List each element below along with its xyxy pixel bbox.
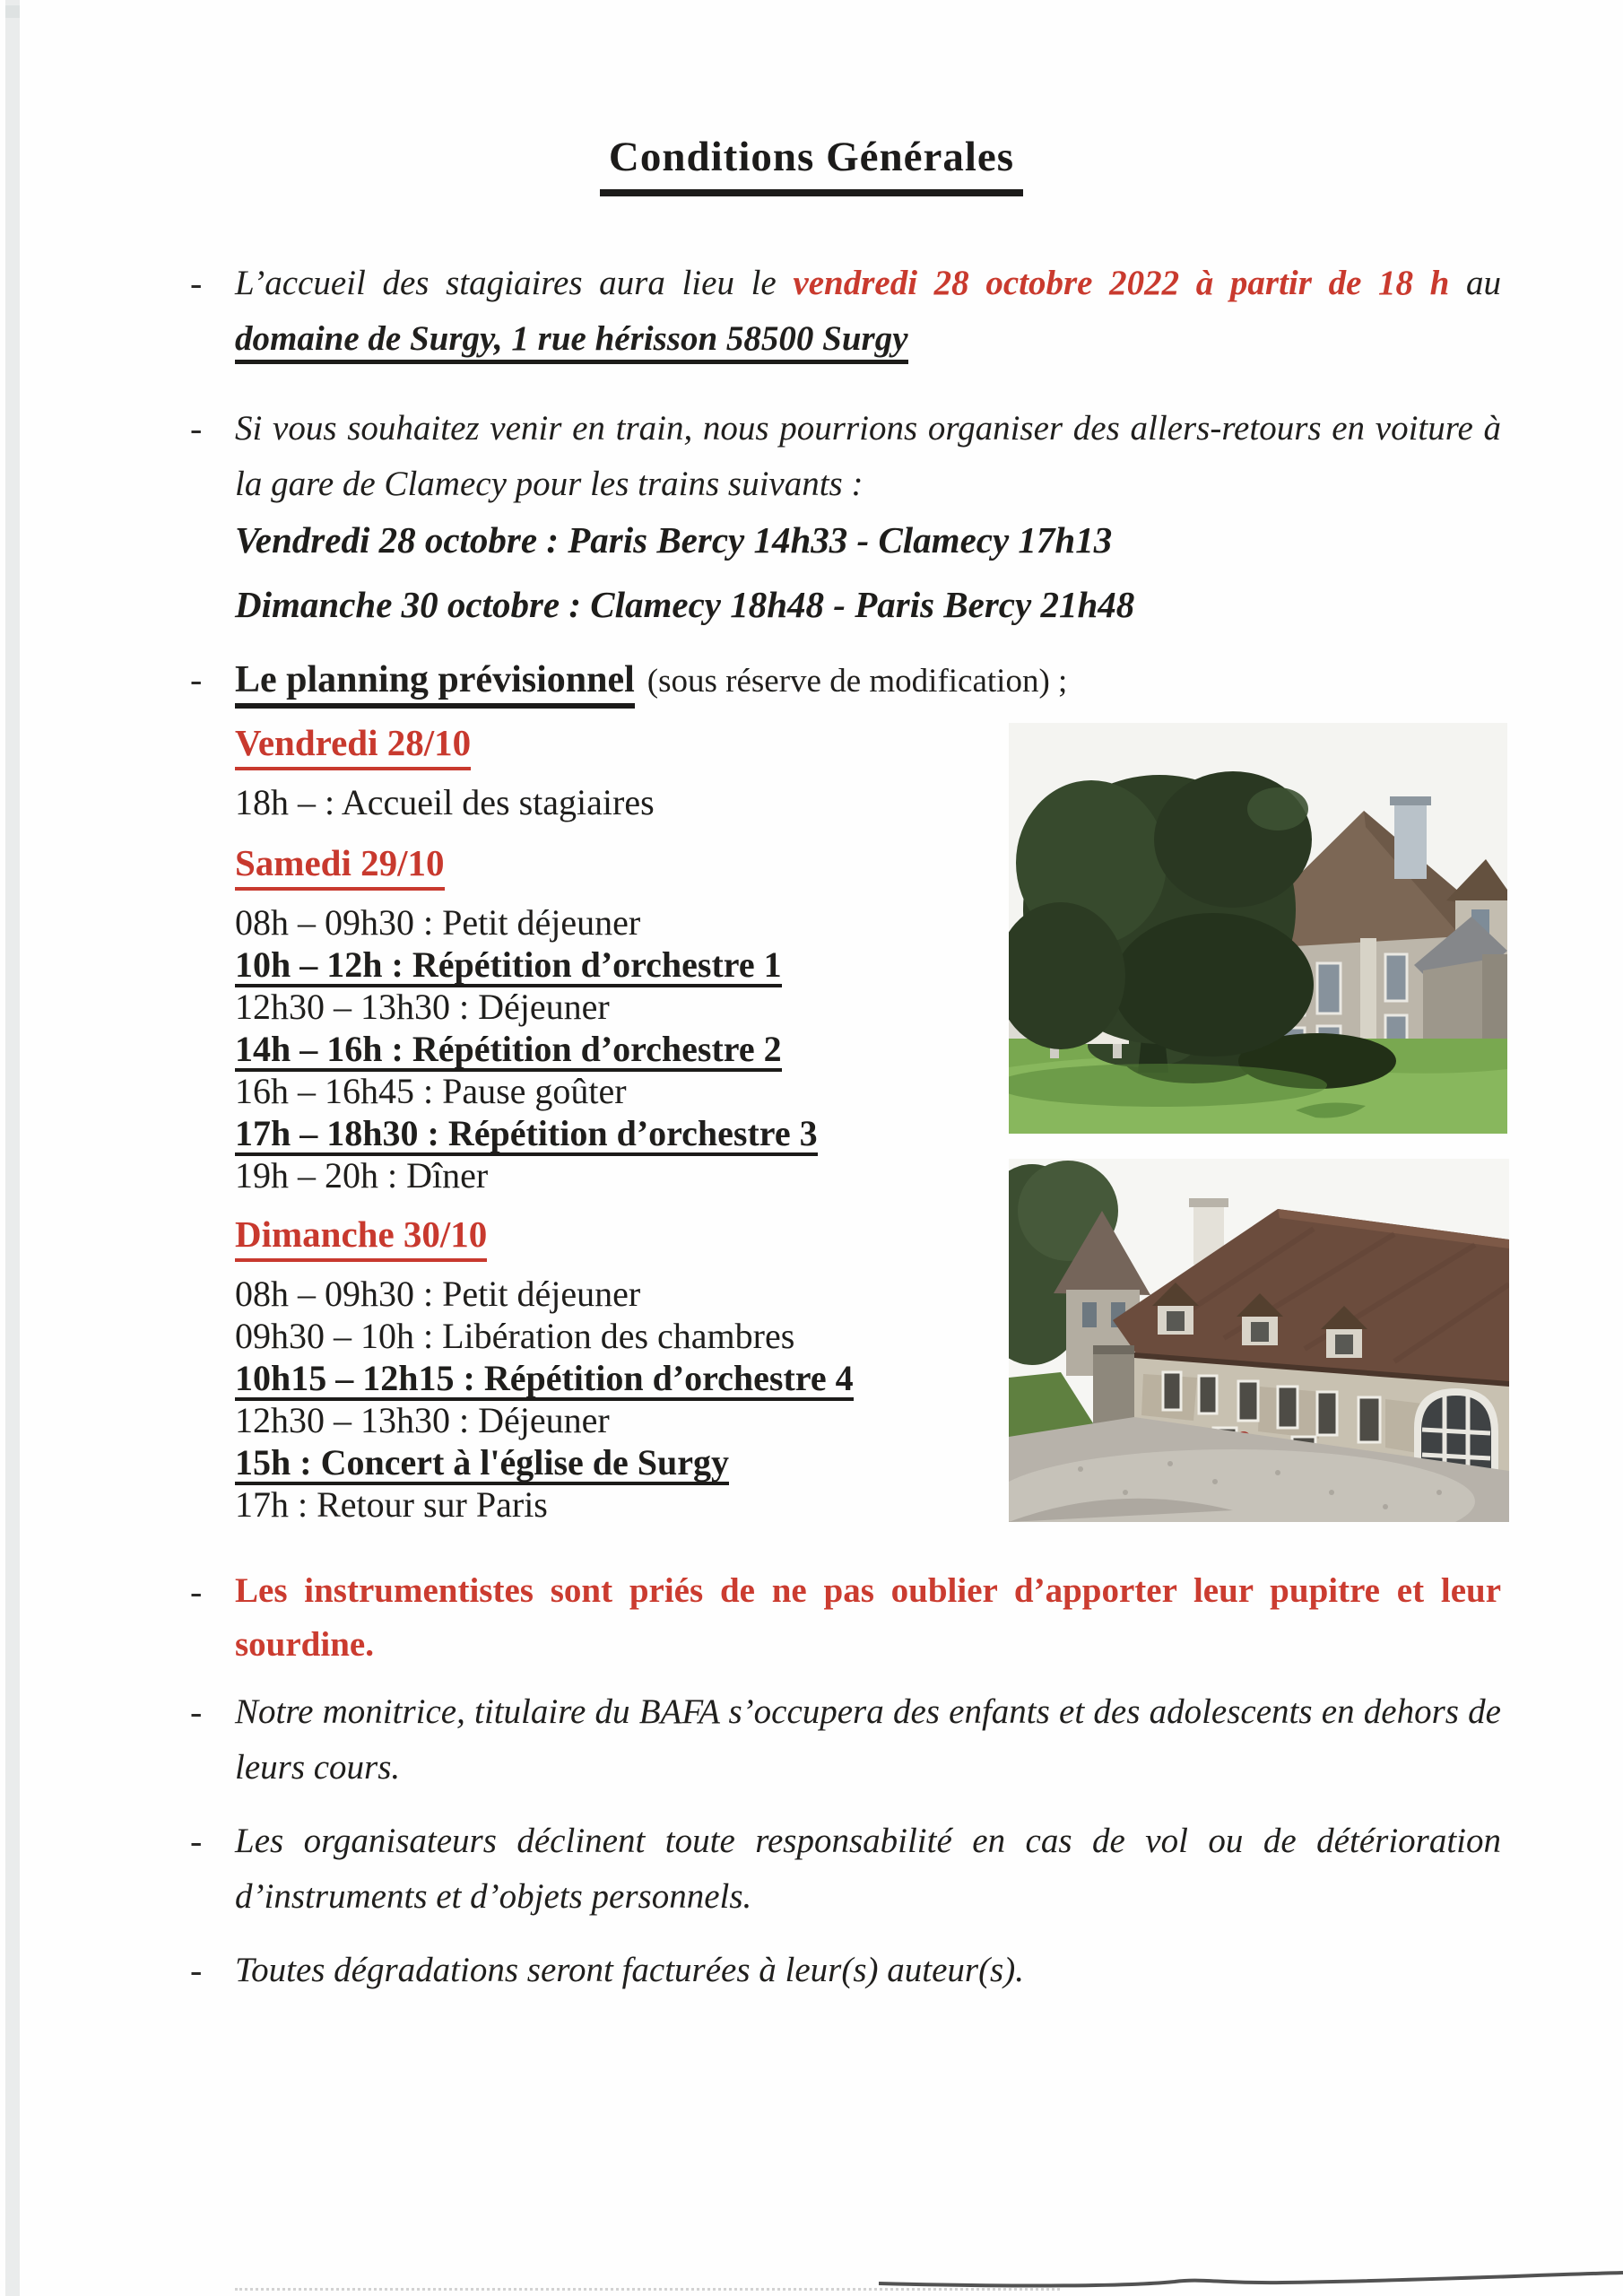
bullet-planning	[190, 652, 1501, 709]
note-instruments-text: Les instrumentistes sont priés de ne pas oublier d’apporter leur pupitre et leur sourdine.	[235, 1571, 1501, 1664]
schedule-item: 12h30 – 13h30 : Déjeuner	[235, 987, 610, 1027]
train-schedule-sunday: Dimanche 30 octobre : Clamecy 18h48 - Paris Bercy 21h48	[235, 584, 1135, 625]
scan-edge-corner	[5, 5, 20, 18]
bullet-dash: -	[190, 1950, 203, 1990]
bullet-dash: -	[190, 263, 203, 303]
planning-day-saturday	[235, 841, 1006, 1196]
bullet-dash: -	[190, 659, 203, 700]
schedule-item-rehearsal: 17h – 18h30 : Répétition d’orchestre 3	[235, 1112, 1006, 1154]
planning-heading	[235, 652, 1501, 709]
note-monitor-text: Notre monitrice, titulaire du BAFA s’occupera des enfants et des adolescents en dehors de leurs cours.	[235, 1692, 1501, 1787]
schedule-item: 08h – 09h30 : Petit déjeuner	[235, 902, 641, 943]
photo-manor-house	[1009, 723, 1507, 1134]
schedule-item: 17h : Retour sur Paris	[235, 1484, 548, 1525]
bullet-dash: -	[190, 1571, 203, 1612]
note-liability-text: Les organisateurs déclinent toute responsabilité en cas de vol ou de détérioration d’instruments et d’objets personnels.	[235, 1822, 1501, 1916]
page-title-text: Conditions Générales	[600, 133, 1023, 196]
note-monitor	[190, 1684, 1501, 1796]
schedule-item-rehearsal: 10h – 12h : Répétition d’orchestre 1	[235, 944, 1006, 986]
bullet-dash: -	[190, 1692, 203, 1732]
scan-edge-strip	[5, 0, 20, 2296]
photo-courtyard-building	[1009, 1159, 1509, 1522]
schedule-item: 18h – : Accueil des stagiaires	[235, 782, 655, 822]
day-title: Vendredi 28/10	[235, 721, 471, 770]
page-title	[0, 133, 1623, 196]
schedule-item-concert: 15h : Concert à l'église de Surgy	[235, 1441, 1006, 1483]
schedule-item: 12h30 – 13h30 : Déjeuner	[235, 1400, 610, 1440]
arrival-text-mid: au	[1449, 264, 1502, 302]
note-damages	[190, 1943, 1501, 1998]
planning-day-sunday	[235, 1213, 1006, 1526]
planning-heading-underlined: Le planning prévisionnel	[235, 659, 635, 709]
bullet-dash: -	[190, 408, 203, 448]
bullet-train	[190, 401, 1501, 512]
arrival-text-lead: L’accueil des stagiaires aura lieu le	[235, 264, 794, 302]
photo-manor-house-illustration	[1009, 723, 1507, 1134]
scan-smudge-line	[235, 2288, 1060, 2291]
day-title: Samedi 29/10	[235, 841, 445, 891]
schedule-item-rehearsal: 14h – 16h : Répétition d’orchestre 2	[235, 1028, 1006, 1070]
note-instruments	[190, 1564, 1501, 1672]
schedule-item: 16h – 16h45 : Pause goûter	[235, 1071, 627, 1111]
planning-heading-note: (sous réserve de modification) ;	[647, 663, 1068, 700]
arrival-date-red: vendredi 28 octobre 2022 à partir de 18 h	[793, 264, 1450, 302]
note-liability	[190, 1813, 1501, 1925]
schedule-item-rehearsal: 10h15 – 12h15 : Répétition d’orchestre 4	[235, 1357, 1006, 1399]
note-damages-text: Toutes dégradations seront facturées à leur(s) auteur(s).	[235, 1951, 1024, 1989]
train-paragraph: Si vous souhaitez venir en train, nous pourrions organiser des allers-retours en voiture à la gare de Clamecy pour les trains suivants :	[235, 409, 1501, 503]
train-schedule-friday: Vendredi 28 octobre : Paris Bercy 14h33 - Clamecy 17h13	[235, 519, 1113, 561]
schedule-item: 08h – 09h30 : Petit déjeuner	[235, 1274, 641, 1314]
arrival-paragraph	[235, 256, 1501, 367]
photo-courtyard-illustration	[1009, 1159, 1509, 1522]
schedule-item: 09h30 – 10h : Libération des chambres	[235, 1316, 795, 1356]
bullet-arrival	[190, 256, 1501, 367]
planning-day-friday	[235, 721, 1006, 823]
schedule-item: 19h – 20h : Dîner	[235, 1155, 489, 1196]
day-title: Dimanche 30/10	[235, 1213, 487, 1262]
arrival-address-underlined: domaine de Surgy, 1 rue hérisson 58500 Surgy	[235, 319, 908, 364]
bullet-dash: -	[190, 1821, 203, 1861]
